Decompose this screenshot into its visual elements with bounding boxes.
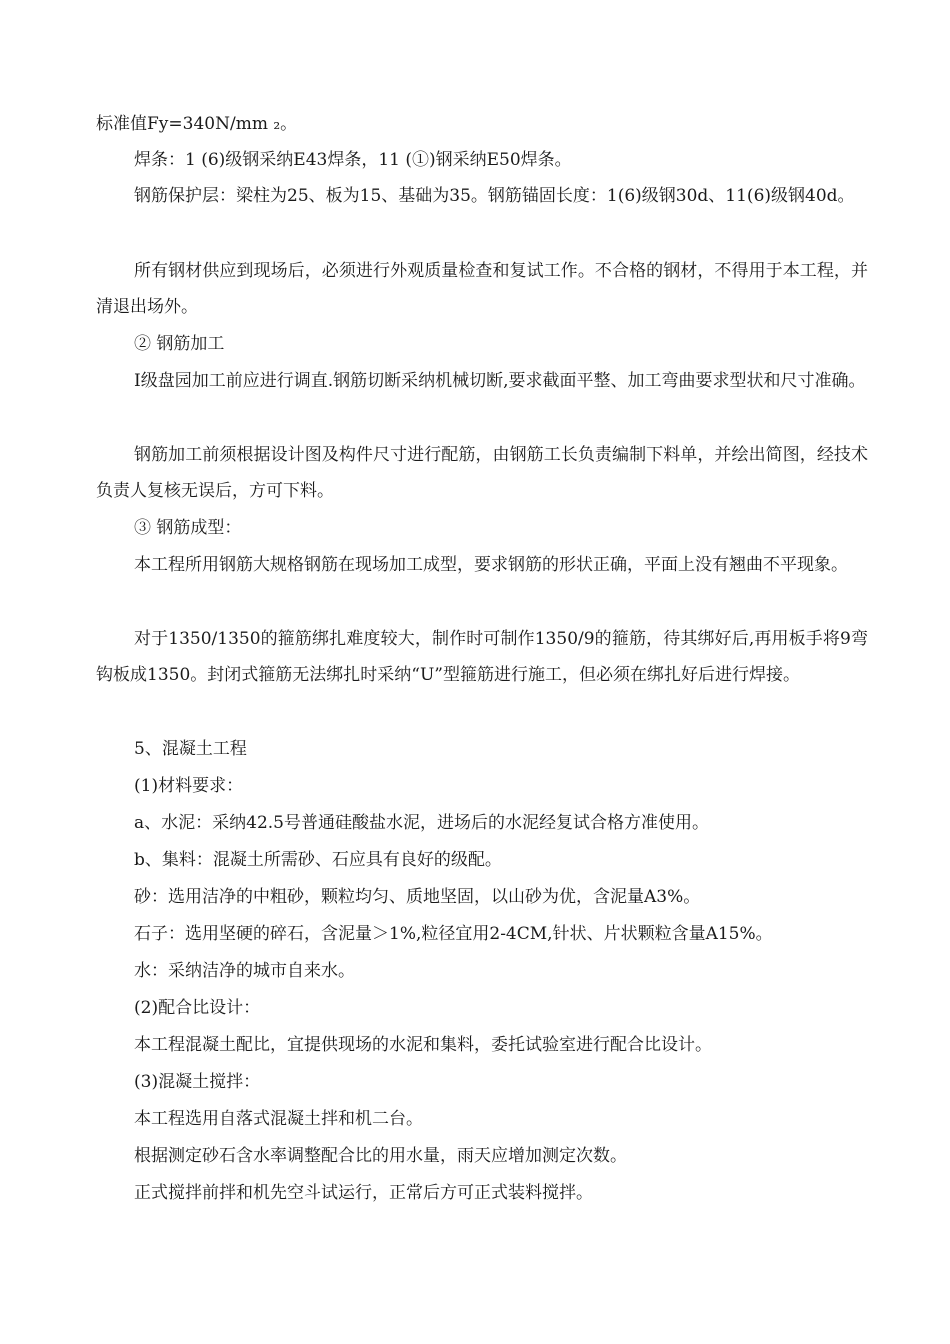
paragraph-stirrup-binding: 对于1350/1350的箍筋绑扎难度较大，制作时可制作1350/9的箍筋，待其绑好后,再用板手将9弯钩板成1350。封闭式箍筋无法绑扎时采纳“U”型箍筋进行施工，但必须在绑扎好后进行焊接。 [96,629,868,685]
paragraph-trial-run: 正式搅拌前拌和机先空斗试运行，正常后方可正式装料搅拌。 [134,1183,593,1203]
paragraph-water-content: 根据测定砂石含水率调整配合比的用水量，雨天应增加测定次数。 [134,1146,627,1166]
paragraph-steel-standard-value: 标准值Fy=340N/mm ₂。 [96,114,298,134]
paragraph-cement: a、水泥：采纳42.5号普通硅酸盐水泥，进场后的水泥经复试合格方准使用。 [134,813,709,833]
heading-rebar-forming: ③ 钢筋成型： [134,518,242,538]
heading-material-requirements: (1)材料要求： [134,776,244,796]
paragraph-gravel: 石子：选用坚硬的碎石，含泥量＞1%,粒径宜用2-4CM,针状、片状颗粒含量A15%。 [134,924,773,944]
paragraph-mixer: 本工程选用自落式混凝土拌和机二台。 [134,1109,423,1129]
paragraph-steel-inspection: 所有钢材供应到现场后，必须进行外观质量检查和复试工作。不合格的钢材，不得用于本工程，并清退出场外。 [96,261,868,317]
paragraph-welding-rod: 焊条：1 (6)级钢采纳E43焊条，11 (①)钢采纳E50焊条。 [134,150,572,170]
paragraph-rebar-cover: 钢筋保护层：梁柱为25、板为15、基础为35。钢筋锚固长度：1(6)级钢30d、11(6)级钢40d。 [134,186,855,206]
heading-mix-design: (2)配合比设计： [134,998,261,1018]
paragraph-mix-ratio: 本工程混凝土配比，宜提供现场的水泥和集料，委托试验室进行配合比设计。 [134,1035,712,1055]
heading-concrete-mixing: (3)混凝土搅拌： [134,1072,261,1092]
paragraph-aggregate: b、集料：混凝土所需砂、石应具有良好的级配。 [134,850,502,870]
paragraph-rebar-batching: 钢筋加工前须根据设计图及构件尺寸进行配筋，由钢筋工长负责编制下料单，并绘出简图，经技术负责人复核无误后，方可下料。 [96,445,868,501]
paragraph-sand: 砂：选用洁净的中粗砂，颗粒均匀、质地坚固，以山砂为优，含泥量A3%。 [134,887,701,907]
paragraph-rebar-shape: 本工程所用钢筋大规格钢筋在现场加工成型，要求钢筋的形状正确，平面上没有翘曲不平现象。 [134,555,848,575]
heading-rebar-processing: ② 钢筋加工 [134,334,225,354]
paragraph-water: 水：采纳洁净的城市自来水。 [134,961,355,981]
paragraph-straightening: I级盘园加工前应进行调直.钢筋切断采纳机械切断,要求截面平整、加工弯曲要求型状和尺寸准确。 [134,371,866,391]
heading-concrete-works: 5、混凝土工程 [134,739,247,759]
